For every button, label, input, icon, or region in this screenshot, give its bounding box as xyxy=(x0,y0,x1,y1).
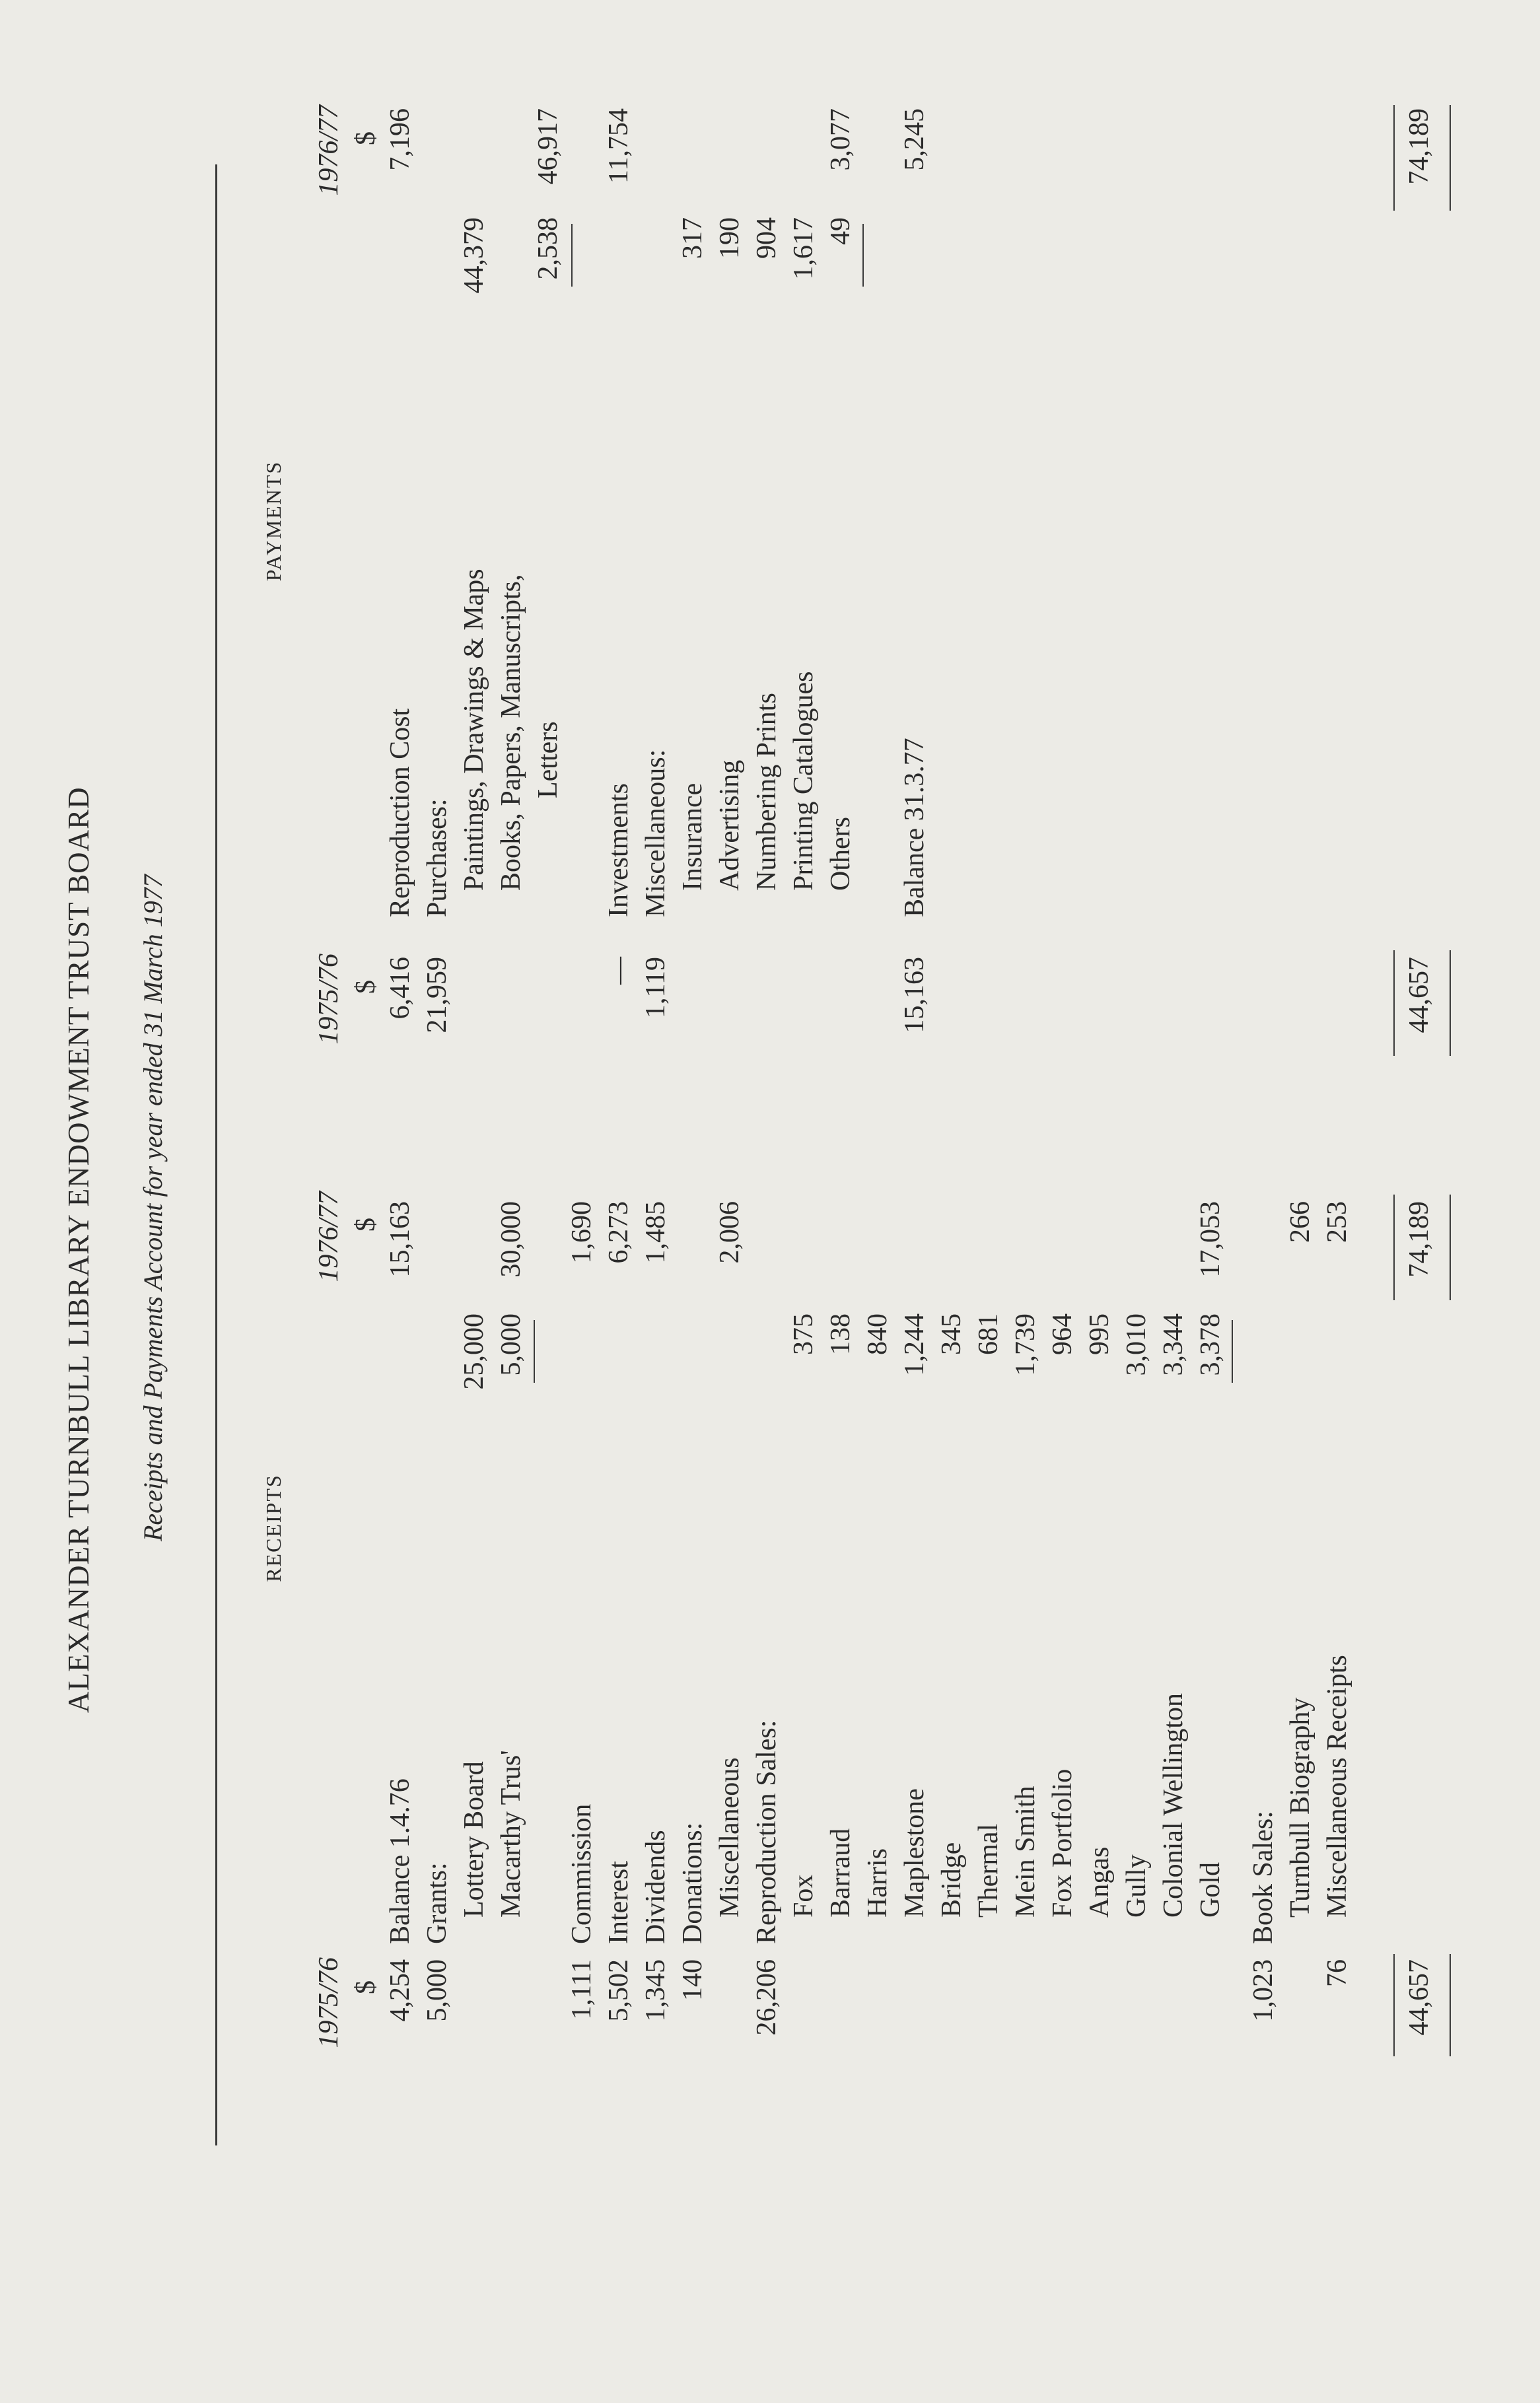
receipt-macarthy-sub: 5,000 xyxy=(496,1313,526,1376)
receipt-commission-label: Commission xyxy=(567,1803,597,1944)
payment-letters-label: Letters xyxy=(533,721,563,798)
receipt-lottery-label: Lottery Board xyxy=(459,1761,489,1918)
receipt-colonial-wellington-sub: 3,344 xyxy=(1158,1313,1189,1376)
receipts-col-prev: 1975/76 xyxy=(314,1957,344,2048)
receipt-grants-label: Grants: xyxy=(422,1862,452,1944)
payment-numbering-prints-label: Numbering Prints xyxy=(752,693,782,891)
receipt-total-prev-rule-top xyxy=(1393,1954,1395,2056)
payment-purchases-subtotal-rule xyxy=(571,224,573,287)
payment-numbering-prints-sub: 904 xyxy=(752,217,782,259)
receipt-thermal-sub: 681 xyxy=(973,1313,1004,1355)
receipt-bridge-label: Bridge xyxy=(936,1842,967,1918)
payment-insurance-sub: 317 xyxy=(678,217,708,259)
receipt-fox-portfolio-sub: 964 xyxy=(1047,1313,1078,1355)
receipt-total-cur-rule-bottom xyxy=(1450,1195,1451,1300)
receipt-commission-cur: 1,690 xyxy=(567,1201,597,1264)
receipt-misc-receipts-label: Miscellaneous Receipts xyxy=(1322,1655,1352,1918)
payment-books-label: Books, Papers, Manuscripts, xyxy=(496,574,526,891)
payment-repro-cost-cur: 7,196 xyxy=(385,108,415,171)
receipt-maplestone-label: Maplestone xyxy=(899,1788,930,1918)
receipt-miscellaneous-cur: 2,006 xyxy=(715,1201,745,1264)
document-subtitle: Receipts and Payments Account for year ended 31 March 1977 xyxy=(138,874,168,1541)
payments-col-prev-currency: $ xyxy=(351,980,381,994)
receipt-turnbull-biography-label: Turnbull Biography xyxy=(1285,1697,1315,1918)
payment-paintings-label: Paintings, Drawings & Maps xyxy=(459,569,489,891)
payment-repro-cost-prev: 6,416 xyxy=(385,957,415,1020)
receipt-bridge-sub: 345 xyxy=(936,1313,967,1355)
payment-misc-prev: 1,119 xyxy=(641,957,671,1018)
payment-misc-label: Miscellaneous: xyxy=(641,749,671,917)
receipt-gully-label: Gully xyxy=(1121,1854,1152,1918)
payment-paintings-sub: 44,379 xyxy=(459,217,489,294)
payment-purchases-label: Purchases: xyxy=(422,798,452,917)
payment-letters-sub: 2,538 xyxy=(533,217,563,280)
receipt-mein-smith-sub: 1,739 xyxy=(1010,1313,1041,1376)
receipt-harris-label: Harris xyxy=(862,1848,893,1918)
payments-heading: PAYMENTS xyxy=(262,460,285,582)
receipt-repro-label: Reproduction Sales: xyxy=(752,1720,782,1944)
receipt-maplestone-sub: 1,244 xyxy=(899,1313,930,1376)
payment-purchases-prev: 21,959 xyxy=(422,957,452,1033)
receipt-balance-cur: 15,163 xyxy=(385,1201,415,1278)
receipt-thermal-label: Thermal xyxy=(973,1823,1004,1918)
receipt-barraud-sub: 138 xyxy=(825,1313,856,1355)
payment-total-cur-rule-bottom xyxy=(1450,105,1451,211)
receipt-macarthy-label: Macarthy Trus' xyxy=(496,1750,526,1918)
receipt-commission-prev: 1,111 xyxy=(567,1959,597,2020)
receipt-dividends-prev: 1,345 xyxy=(641,1959,671,2022)
receipt-colonial-wellington-label: Colonial Wellington xyxy=(1158,1693,1189,1918)
receipts-col-cur-currency: $ xyxy=(351,1218,381,1232)
receipt-gold-label: Gold xyxy=(1195,1862,1226,1918)
payment-repro-cost-label: Reproduction Cost xyxy=(385,708,415,917)
receipt-grants-prev: 5,000 xyxy=(422,1959,452,2022)
receipt-total-cur-rule-top xyxy=(1393,1195,1395,1300)
receipt-repro-subtotal-rule xyxy=(1232,1320,1233,1383)
receipt-interest-label: Interest xyxy=(604,1861,634,1944)
payments-col-cur: 1976/77 xyxy=(314,105,344,196)
receipt-balance-label: Balance 1.4.76 xyxy=(385,1778,415,1944)
payment-total-cur-rule-top xyxy=(1393,105,1395,211)
receipt-angas-label: Angas xyxy=(1084,1846,1115,1918)
payment-advertising-label: Advertising xyxy=(715,759,745,891)
receipt-harris-sub: 840 xyxy=(862,1313,893,1355)
payment-others-label: Others xyxy=(825,817,856,891)
receipts-col-cur: 1976/77 xyxy=(314,1191,344,1282)
receipt-donations-prev: 140 xyxy=(678,1959,708,2001)
receipt-gold-cur: 17,053 xyxy=(1195,1201,1226,1278)
receipt-fox-sub: 375 xyxy=(788,1313,819,1355)
receipt-gold-sub: 3,378 xyxy=(1195,1313,1226,1376)
payment-investments-label: Investments xyxy=(604,783,634,917)
receipt-fox-label: Fox xyxy=(788,1874,819,1918)
receipts-col-prev-currency: $ xyxy=(351,1980,381,1994)
payment-others-sub: 49 xyxy=(825,217,856,245)
receipt-misc-receipts-prev: 76 xyxy=(1322,1959,1352,1987)
receipt-interest-prev: 5,502 xyxy=(604,1959,634,2022)
receipt-repro-prev: 26,206 xyxy=(752,1959,782,2036)
receipt-misc-receipts-cur: 253 xyxy=(1322,1201,1352,1243)
top-rule xyxy=(215,164,217,2145)
payments-col-prev: 1975/76 xyxy=(314,954,344,1045)
receipt-dividends-label: Dividends xyxy=(641,1830,671,1944)
payment-balance-cur: 5,245 xyxy=(899,108,930,171)
payment-misc-subtotal-rule xyxy=(862,224,864,287)
receipt-lottery-sub: 25,000 xyxy=(459,1313,489,1390)
receipt-barraud-label: Barraud xyxy=(825,1828,856,1918)
receipt-book-sales-prev: 1,023 xyxy=(1248,1959,1278,2022)
payment-printing-catalogues-label: Printing Catalogues xyxy=(788,671,819,891)
payment-others-cur: 3,077 xyxy=(825,108,856,171)
payment-investments-prev: — xyxy=(604,957,634,985)
payment-total-prev-rule-bottom xyxy=(1450,950,1451,1056)
payment-letters-cur: 46,917 xyxy=(533,108,563,185)
receipt-mein-smith-label: Mein Smith xyxy=(1010,1786,1041,1918)
document-title: ALEXANDER TURNBULL LIBRARY ENDOWMENT TRUST BOARD xyxy=(62,786,95,1713)
receipt-balance-prev: 4,254 xyxy=(385,1959,415,2022)
receipt-macarthy-cur: 30,000 xyxy=(496,1201,526,1278)
payment-balance-label: Balance 31.3.77 xyxy=(899,738,930,917)
payment-total-prev: 44,657 xyxy=(1404,957,1434,1033)
receipt-miscellaneous-label: Miscellaneous xyxy=(715,1757,745,1918)
receipt-donations-label: Donations: xyxy=(678,1822,708,1944)
receipt-dividends-cur: 1,485 xyxy=(641,1201,671,1264)
payment-balance-prev: 15,163 xyxy=(899,957,930,1033)
payment-printing-catalogues-sub: 1,617 xyxy=(788,217,819,280)
payments-col-cur-currency: $ xyxy=(351,131,381,145)
receipt-total-prev-rule-bottom xyxy=(1450,1954,1451,2056)
receipt-total-prev: 44,657 xyxy=(1404,1959,1434,2036)
receipt-gully-sub: 3,010 xyxy=(1121,1313,1152,1376)
payment-total-prev-rule-top xyxy=(1393,950,1395,1056)
receipt-book-sales-label: Book Sales: xyxy=(1248,1811,1278,1944)
receipt-fox-portfolio-label: Fox Portfolio xyxy=(1047,1768,1078,1918)
payment-advertising-sub: 190 xyxy=(715,217,745,259)
receipt-total-cur: 74,189 xyxy=(1404,1201,1434,1278)
payment-insurance-label: Insurance xyxy=(678,783,708,891)
payment-total-cur: 74,189 xyxy=(1404,108,1434,185)
receipts-heading: RECEIPTS xyxy=(262,1474,285,1582)
receipt-interest-cur: 6,273 xyxy=(604,1201,634,1264)
payment-investments-cur: 11,754 xyxy=(604,108,634,184)
receipt-angas-sub: 995 xyxy=(1084,1313,1115,1355)
receipt-turnbull-biography-cur: 266 xyxy=(1285,1201,1315,1243)
